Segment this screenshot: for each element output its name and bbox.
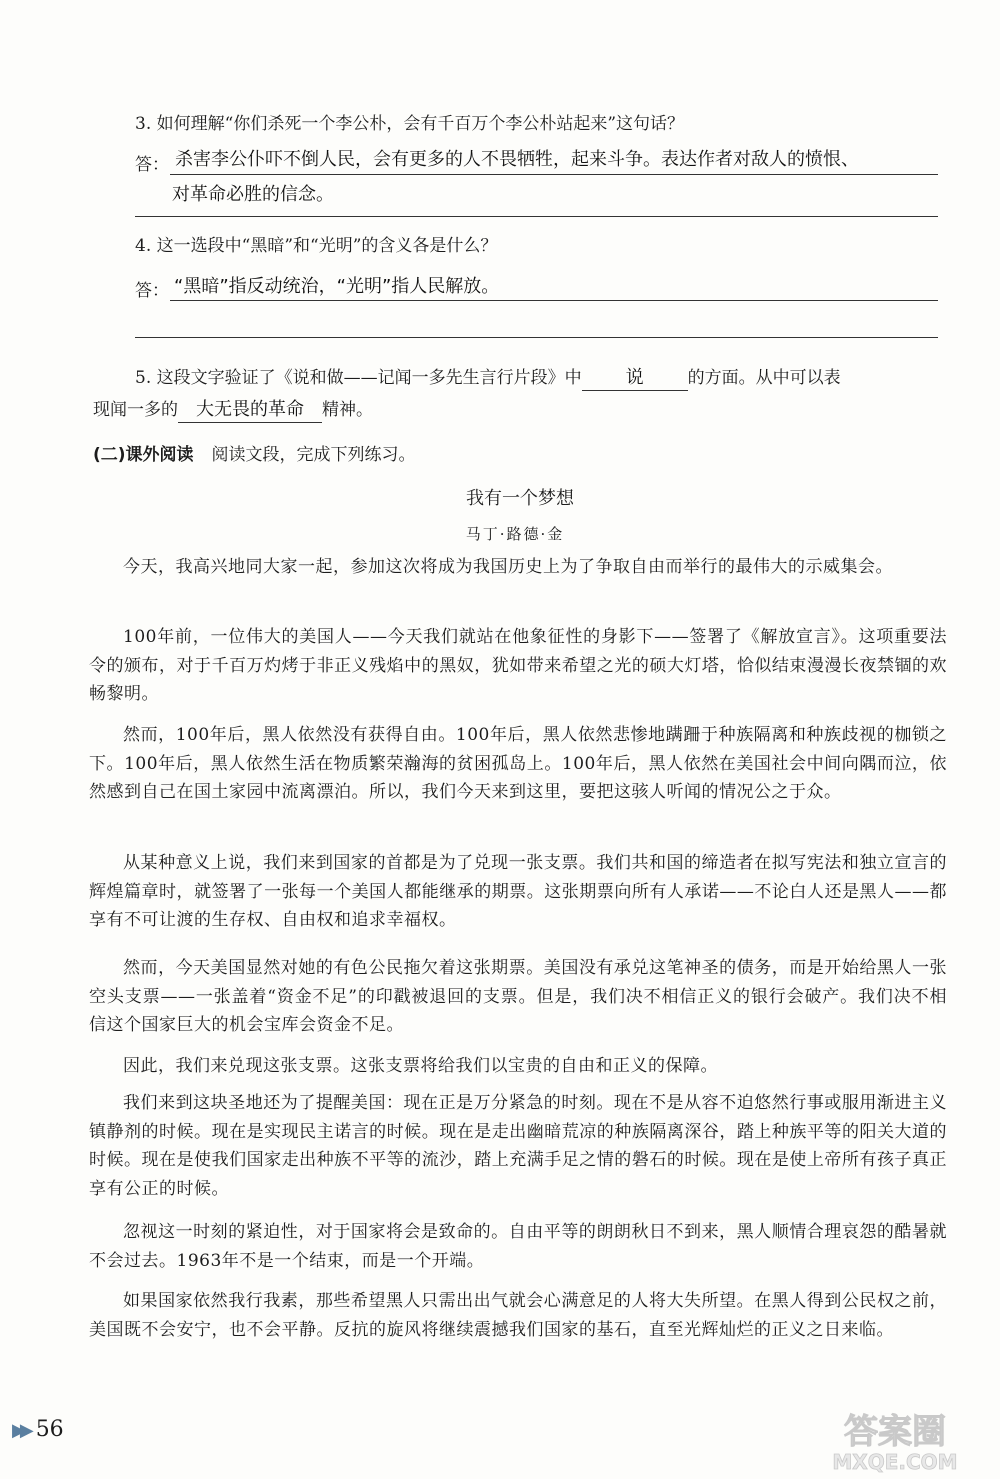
answer-3-underline-2 [135, 216, 938, 217]
answer-4-label: 答： [135, 281, 169, 301]
section-instruction: 阅读文段，完成下列练习。 [211, 445, 416, 465]
answer-3-line-2: 对革命必胜的信念。 [172, 184, 334, 205]
answer-3-line-1: 杀害李公仆吓不倒人民，会有更多的人不畏牺牲，起来斗争。表达作者对敌人的愤恨、 [175, 149, 859, 170]
article-author: 马丁·路德·金 [465, 525, 565, 543]
question-4: 4. 这一选段中“黑暗”和“光明”的含义各是什么？ [135, 236, 498, 256]
page-number [12, 1417, 64, 1442]
question-5-line-2 [93, 398, 373, 423]
section-title: (二)课外阅读 [93, 445, 194, 465]
paragraph-2: 100年前，一位伟大的美国人——今天我们就站在他象征性的身影下——签署了《解放宣言》。这项重要法令的颁布，对于千百万灼烤于非正义残焰中的黑奴，犹如带来希望之光的硕大灯塔，恰似结束漫漫长夜禁锢的欢畅黎明。 [89, 627, 947, 704]
paragraph-6: 因此，我们来兑现这张支票。这张支票将给我们以宝贵的自由和正义的保障。 [123, 1056, 718, 1076]
paragraph-9: 如果国家依然我行我素，那些希望黑人只需出出气就会心满意足的人将大失所望。在黑人得到公民权之前，美国既不会安宁，也不会平静。反抗的旋风将继续震撼我们国家的基石，直至光辉灿烂的正义之日来临。 [89, 1291, 947, 1340]
paragraph-1: 今天，我高兴地同大家一起，参加这次将成为我国历史上为了争取自由而举行的最伟大的示威集会。 [123, 557, 893, 577]
section-heading [93, 440, 416, 465]
q5-text-4: 精神。 [322, 400, 373, 420]
answer-3-underline-1 [170, 174, 938, 175]
answer-3-label: 答： [135, 155, 169, 175]
page-number-text: 56 [35, 1417, 64, 1442]
double-arrow-icon: ▶▶ [12, 1420, 28, 1441]
watermark-text-1: 答案圈 [844, 1412, 946, 1452]
q5-blank-1: 说 [582, 366, 688, 391]
paragraph-3: 然而，100年后，黑人依然没有获得自由。100年后，黑人依然悲惨地蹒跚于种族隔离和种族歧视的枷锁之下。100年后，黑人依然生活在物质繁荣瀚海的贫困孤岛上。100年后，黑人依然在美国社会中间向隅而泣，依然感到自己在国土家园中流离漂泊。所以，我们今天来到这里，要把这骇人听闻的情况公之于众。 [89, 725, 947, 802]
paragraph-8: 忽视这一时刻的紧迫性，对于国家将会是致命的。自由平等的朗朗秋日不到来，黑人顺情合理哀怨的酷暑就不会过去。1963年不是一个结束，而是一个开端。 [89, 1222, 947, 1271]
paragraph-5: 然而，今天美国显然对她的有色公民拖欠着这张期票。美国没有承兑这笔神圣的债务，而是开始给黑人一张空头支票——一张盖着“资金不足”的印戳被退回的支票。但是，我们决不相信正义的银行会破产。我们决不相信这个国家巨大的机会宝库会资金不足。 [89, 958, 947, 1035]
article-title: 我有一个梦想 [466, 488, 574, 509]
watermark-text-2: MXQE.COM [832, 1450, 958, 1474]
q5-text-3: 现闻一多的 [93, 400, 178, 420]
answer-4-underline-1 [170, 300, 938, 301]
q5-text-1: 5. 这段文字验证了《说和做——记闻一多先生言行片段》中 [135, 368, 582, 388]
question-5-line-1 [135, 366, 841, 391]
paragraph-4: 从某种意义上说，我们来到国家的首都是为了兑现一张支票。我们共和国的缔造者在拟写宪法和独立宣言的辉煌篇章时，就签署了一张每一个美国人都能继承的期票。这张期票向所有人承诺——不论白人还是黑人——都享有不可让渡的生存权、自由权和追求幸福权。 [89, 853, 947, 930]
answer-4-underline-2 [135, 337, 938, 338]
answer-4-line-1: “黑暗”指反动统治，“光明”指人民解放。 [174, 276, 500, 297]
watermark-logo [800, 1405, 990, 1475]
paragraph-7: 我们来到这块圣地还为了提醒美国：现在正是万分紧急的时刻。现在不是从容不迫悠然行事或服用渐进主义镇静剂的时候。现在是实现民主诺言的时候。现在是走出幽暗荒凉的种族隔离深谷，踏上种族平等的阳关大道的时候。现在是使我们国家走出种族不平等的流沙，踏上充满手足之情的磐石的时候。现在是使上帝所有孩子真正享有公正的时候。 [89, 1093, 947, 1199]
q5-text-2: 的方面。从中可以表 [687, 368, 841, 388]
question-3: 3. 如何理解“你们杀死一个李公朴，会有千百万个李公朴站起来”这句话？ [135, 114, 685, 134]
q5-blank-2: 大无畏的革命 [178, 398, 322, 423]
